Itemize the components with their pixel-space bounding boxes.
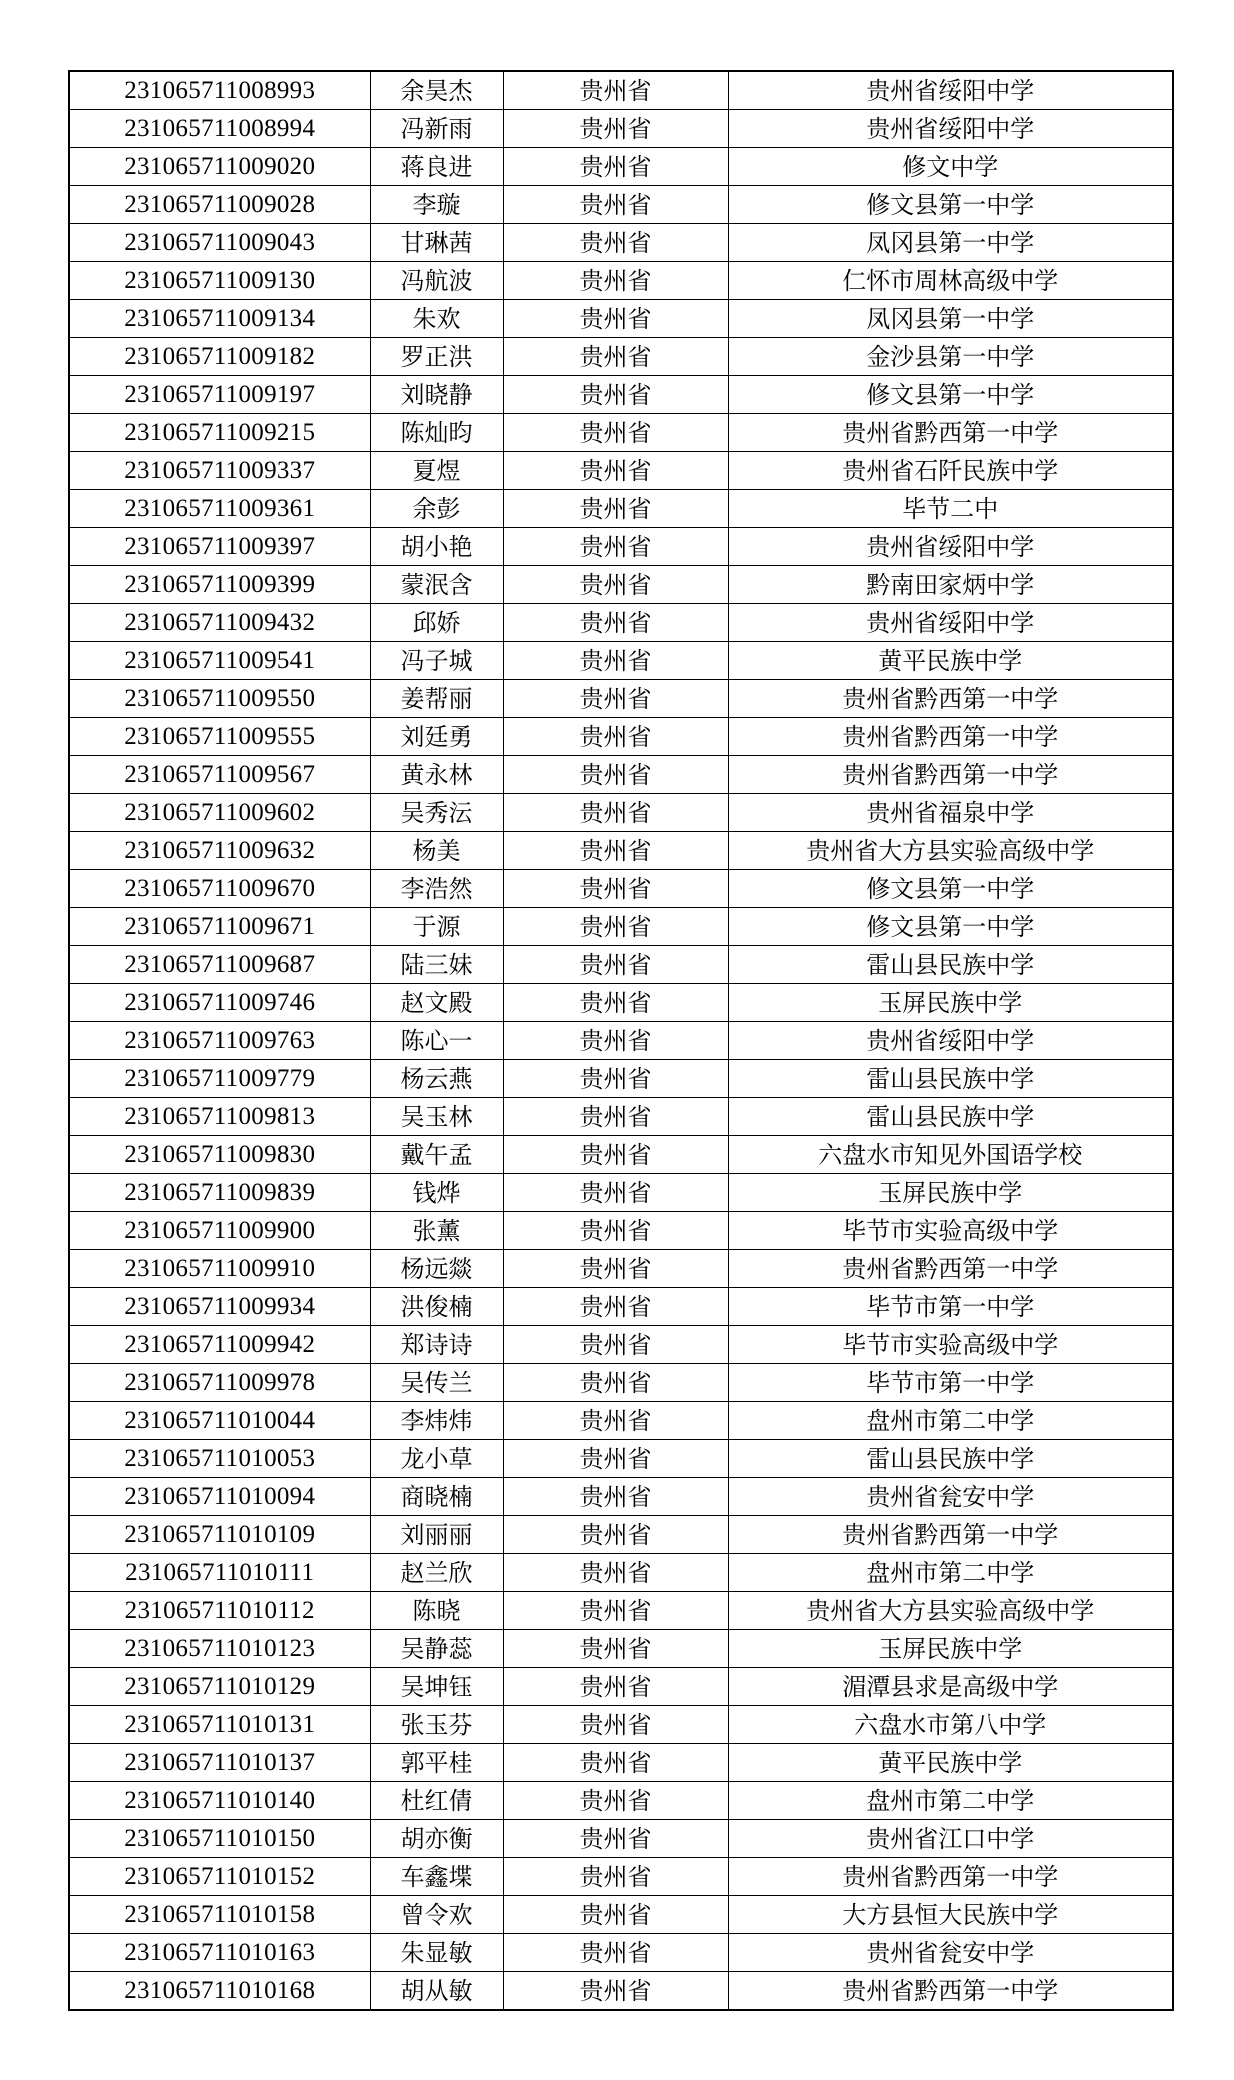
table-row xyxy=(69,604,1173,642)
candidate-id-cell: 231065711009337 xyxy=(69,452,370,490)
school-cell: 六盘水市第八中学 xyxy=(728,1706,1173,1744)
candidate-id-cell: 231065711009028 xyxy=(69,186,370,224)
province-cell: 贵州省 xyxy=(503,1972,728,2011)
table-row xyxy=(69,1098,1173,1136)
table-row xyxy=(69,414,1173,452)
school-cell: 贵州省石阡民族中学 xyxy=(728,452,1173,490)
school-cell: 贵州省黔西第一中学 xyxy=(728,1250,1173,1288)
school-cell: 贵州省黔西第一中学 xyxy=(728,1858,1173,1896)
province-cell: 贵州省 xyxy=(503,1554,728,1592)
province-cell: 贵州省 xyxy=(503,224,728,262)
table-row xyxy=(69,680,1173,718)
province-cell: 贵州省 xyxy=(503,262,728,300)
table-row xyxy=(69,1554,1173,1592)
province-cell: 贵州省 xyxy=(503,1630,728,1668)
school-cell: 贵州省江口中学 xyxy=(728,1820,1173,1858)
candidate-id-cell: 231065711010129 xyxy=(69,1668,370,1706)
table-row xyxy=(69,1250,1173,1288)
school-cell: 湄潭县求是高级中学 xyxy=(728,1668,1173,1706)
table-row xyxy=(69,528,1173,566)
candidate-id-cell: 231065711009942 xyxy=(69,1326,370,1364)
candidate-id-cell: 231065711009671 xyxy=(69,908,370,946)
candidate-id-cell: 231065711009910 xyxy=(69,1250,370,1288)
province-cell: 贵州省 xyxy=(503,680,728,718)
school-cell: 黔南田家炳中学 xyxy=(728,566,1173,604)
school-cell: 修文中学 xyxy=(728,148,1173,186)
province-cell: 贵州省 xyxy=(503,1516,728,1554)
name-cell: 张玉芬 xyxy=(370,1706,503,1744)
province-cell: 贵州省 xyxy=(503,1440,728,1478)
school-cell: 黄平民族中学 xyxy=(728,1744,1173,1782)
candidate-id-cell: 231065711010137 xyxy=(69,1744,370,1782)
name-cell: 吴传兰 xyxy=(370,1364,503,1402)
province-cell: 贵州省 xyxy=(503,1668,728,1706)
table-row xyxy=(69,984,1173,1022)
province-cell: 贵州省 xyxy=(503,1934,728,1972)
province-cell: 贵州省 xyxy=(503,490,728,528)
name-cell: 杜红倩 xyxy=(370,1782,503,1820)
candidate-id-cell: 231065711009541 xyxy=(69,642,370,680)
table-row xyxy=(69,1706,1173,1744)
school-cell: 毕节市实验高级中学 xyxy=(728,1326,1173,1364)
school-cell: 仁怀市周林高级中学 xyxy=(728,262,1173,300)
name-cell: 郭平桂 xyxy=(370,1744,503,1782)
province-cell: 贵州省 xyxy=(503,414,728,452)
table-row xyxy=(69,376,1173,414)
table-row xyxy=(69,1478,1173,1516)
school-cell: 贵州省绥阳中学 xyxy=(728,604,1173,642)
name-cell: 戴午孟 xyxy=(370,1136,503,1174)
school-cell: 盘州市第二中学 xyxy=(728,1554,1173,1592)
province-cell: 贵州省 xyxy=(503,1098,728,1136)
candidate-id-cell: 231065711009779 xyxy=(69,1060,370,1098)
school-cell: 贵州省瓮安中学 xyxy=(728,1478,1173,1516)
name-cell: 余彭 xyxy=(370,490,503,528)
table-row xyxy=(69,1022,1173,1060)
table-row xyxy=(69,870,1173,908)
table-row xyxy=(69,338,1173,376)
province-cell: 贵州省 xyxy=(503,71,728,110)
table-row xyxy=(69,908,1173,946)
school-cell: 贵州省绥阳中学 xyxy=(728,528,1173,566)
roster-table-body xyxy=(69,71,1173,2010)
name-cell: 胡从敏 xyxy=(370,1972,503,2011)
table-row xyxy=(69,1364,1173,1402)
candidate-id-cell: 231065711009182 xyxy=(69,338,370,376)
name-cell: 蒋良进 xyxy=(370,148,503,186)
school-cell: 盘州市第二中学 xyxy=(728,1782,1173,1820)
school-cell: 贵州省绥阳中学 xyxy=(728,110,1173,148)
school-cell: 修文县第一中学 xyxy=(728,870,1173,908)
candidate-id-cell: 231065711010123 xyxy=(69,1630,370,1668)
school-cell: 贵州省黔西第一中学 xyxy=(728,1516,1173,1554)
province-cell: 贵州省 xyxy=(503,452,728,490)
province-cell: 贵州省 xyxy=(503,1820,728,1858)
school-cell: 雷山县民族中学 xyxy=(728,1060,1173,1098)
name-cell: 车鑫堞 xyxy=(370,1858,503,1896)
province-cell: 贵州省 xyxy=(503,984,728,1022)
candidate-id-cell: 231065711009397 xyxy=(69,528,370,566)
school-cell: 凤冈县第一中学 xyxy=(728,300,1173,338)
table-row xyxy=(69,490,1173,528)
name-cell: 李浩然 xyxy=(370,870,503,908)
table-row xyxy=(69,1516,1173,1554)
school-cell: 大方县恒大民族中学 xyxy=(728,1896,1173,1934)
province-cell: 贵州省 xyxy=(503,642,728,680)
name-cell: 吴玉林 xyxy=(370,1098,503,1136)
province-cell: 贵州省 xyxy=(503,1288,728,1326)
name-cell: 钱烨 xyxy=(370,1174,503,1212)
province-cell: 贵州省 xyxy=(503,338,728,376)
name-cell: 杨远燚 xyxy=(370,1250,503,1288)
table-row xyxy=(69,1858,1173,1896)
school-cell: 雷山县民族中学 xyxy=(728,1098,1173,1136)
school-cell: 贵州省绥阳中学 xyxy=(728,1022,1173,1060)
candidate-id-cell: 231065711010111 xyxy=(69,1554,370,1592)
school-cell: 贵州省福泉中学 xyxy=(728,794,1173,832)
name-cell: 杨美 xyxy=(370,832,503,870)
school-cell: 修文县第一中学 xyxy=(728,186,1173,224)
school-cell: 六盘水市知见外国语学校 xyxy=(728,1136,1173,1174)
table-row xyxy=(69,1060,1173,1098)
candidate-id-cell: 231065711010044 xyxy=(69,1402,370,1440)
candidate-id-cell: 231065711010112 xyxy=(69,1592,370,1630)
name-cell: 刘晓静 xyxy=(370,376,503,414)
school-cell: 贵州省黔西第一中学 xyxy=(728,680,1173,718)
table-row xyxy=(69,718,1173,756)
name-cell: 朱欢 xyxy=(370,300,503,338)
candidate-id-cell: 231065711009020 xyxy=(69,148,370,186)
province-cell: 贵州省 xyxy=(503,528,728,566)
school-cell: 金沙县第一中学 xyxy=(728,338,1173,376)
province-cell: 贵州省 xyxy=(503,756,728,794)
table-row xyxy=(69,1934,1173,1972)
table-row xyxy=(69,1630,1173,1668)
school-cell: 贵州省大方县实验高级中学 xyxy=(728,832,1173,870)
table-row xyxy=(69,1326,1173,1364)
province-cell: 贵州省 xyxy=(503,1896,728,1934)
candidate-id-cell: 231065711010140 xyxy=(69,1782,370,1820)
school-cell: 黄平民族中学 xyxy=(728,642,1173,680)
province-cell: 贵州省 xyxy=(503,1402,728,1440)
name-cell: 赵兰欣 xyxy=(370,1554,503,1592)
school-cell: 贵州省绥阳中学 xyxy=(728,71,1173,110)
name-cell: 余昊杰 xyxy=(370,71,503,110)
table-row xyxy=(69,1136,1173,1174)
candidate-id-cell: 231065711010094 xyxy=(69,1478,370,1516)
province-cell: 贵州省 xyxy=(503,832,728,870)
name-cell: 夏煜 xyxy=(370,452,503,490)
table-row xyxy=(69,452,1173,490)
candidate-id-cell: 231065711010152 xyxy=(69,1858,370,1896)
school-cell: 玉屏民族中学 xyxy=(728,1630,1173,1668)
candidate-id-cell: 231065711009746 xyxy=(69,984,370,1022)
school-cell: 毕节市第一中学 xyxy=(728,1288,1173,1326)
candidate-id-cell: 231065711009134 xyxy=(69,300,370,338)
candidate-id-cell: 231065711009432 xyxy=(69,604,370,642)
candidate-id-cell: 231065711008993 xyxy=(69,71,370,110)
candidate-id-cell: 231065711009361 xyxy=(69,490,370,528)
province-cell: 贵州省 xyxy=(503,110,728,148)
province-cell: 贵州省 xyxy=(503,186,728,224)
name-cell: 刘丽丽 xyxy=(370,1516,503,1554)
province-cell: 贵州省 xyxy=(503,1858,728,1896)
school-cell: 玉屏民族中学 xyxy=(728,984,1173,1022)
school-cell: 雷山县民族中学 xyxy=(728,946,1173,984)
table-row xyxy=(69,1288,1173,1326)
table-row xyxy=(69,1174,1173,1212)
name-cell: 陈灿昀 xyxy=(370,414,503,452)
name-cell: 刘廷勇 xyxy=(370,718,503,756)
candidate-id-cell: 231065711009900 xyxy=(69,1212,370,1250)
candidate-id-cell: 231065711009632 xyxy=(69,832,370,870)
candidate-id-cell: 231065711009602 xyxy=(69,794,370,832)
province-cell: 贵州省 xyxy=(503,300,728,338)
province-cell: 贵州省 xyxy=(503,1744,728,1782)
candidate-id-cell: 231065711010163 xyxy=(69,1934,370,1972)
province-cell: 贵州省 xyxy=(503,870,728,908)
name-cell: 洪俊楠 xyxy=(370,1288,503,1326)
candidate-id-cell: 231065711009839 xyxy=(69,1174,370,1212)
province-cell: 贵州省 xyxy=(503,908,728,946)
candidate-id-cell: 231065711008994 xyxy=(69,110,370,148)
province-cell: 贵州省 xyxy=(503,1060,728,1098)
candidate-id-cell: 231065711010150 xyxy=(69,1820,370,1858)
table-row xyxy=(69,71,1173,110)
name-cell: 冯航波 xyxy=(370,262,503,300)
name-cell: 蒙泯含 xyxy=(370,566,503,604)
table-row xyxy=(69,300,1173,338)
name-cell: 张薰 xyxy=(370,1212,503,1250)
province-cell: 贵州省 xyxy=(503,1782,728,1820)
candidate-id-cell: 231065711009197 xyxy=(69,376,370,414)
school-cell: 毕节市实验高级中学 xyxy=(728,1212,1173,1250)
province-cell: 贵州省 xyxy=(503,1136,728,1174)
name-cell: 姜帮丽 xyxy=(370,680,503,718)
name-cell: 吴坤钰 xyxy=(370,1668,503,1706)
school-cell: 贵州省瓮安中学 xyxy=(728,1934,1173,1972)
name-cell: 朱显敏 xyxy=(370,1934,503,1972)
table-row xyxy=(69,1440,1173,1478)
table-row xyxy=(69,756,1173,794)
province-cell: 贵州省 xyxy=(503,1212,728,1250)
name-cell: 陆三妹 xyxy=(370,946,503,984)
name-cell: 于源 xyxy=(370,908,503,946)
candidate-id-cell: 231065711009687 xyxy=(69,946,370,984)
province-cell: 贵州省 xyxy=(503,1364,728,1402)
province-cell: 贵州省 xyxy=(503,946,728,984)
name-cell: 罗正洪 xyxy=(370,338,503,376)
school-cell: 贵州省黔西第一中学 xyxy=(728,414,1173,452)
province-cell: 贵州省 xyxy=(503,1174,728,1212)
table-row xyxy=(69,110,1173,148)
province-cell: 贵州省 xyxy=(503,1478,728,1516)
candidate-id-cell: 231065711009399 xyxy=(69,566,370,604)
province-cell: 贵州省 xyxy=(503,376,728,414)
province-cell: 贵州省 xyxy=(503,1706,728,1744)
candidate-id-cell: 231065711009830 xyxy=(69,1136,370,1174)
name-cell: 龙小草 xyxy=(370,1440,503,1478)
table-row xyxy=(69,832,1173,870)
name-cell: 郑诗诗 xyxy=(370,1326,503,1364)
candidate-id-cell: 231065711009215 xyxy=(69,414,370,452)
candidate-id-cell: 231065711010131 xyxy=(69,1706,370,1744)
table-row xyxy=(69,642,1173,680)
name-cell: 陈心一 xyxy=(370,1022,503,1060)
table-row xyxy=(69,1744,1173,1782)
name-cell: 甘琳茜 xyxy=(370,224,503,262)
table-row xyxy=(69,1668,1173,1706)
school-cell: 修文县第一中学 xyxy=(728,376,1173,414)
table-row xyxy=(69,224,1173,262)
candidate-id-cell: 231065711010168 xyxy=(69,1972,370,2011)
table-row xyxy=(69,1592,1173,1630)
table-row xyxy=(69,1972,1173,2011)
table-row xyxy=(69,1896,1173,1934)
candidate-id-cell: 231065711009567 xyxy=(69,756,370,794)
province-cell: 贵州省 xyxy=(503,1250,728,1288)
province-cell: 贵州省 xyxy=(503,566,728,604)
name-cell: 吴静蕊 xyxy=(370,1630,503,1668)
name-cell: 冯新雨 xyxy=(370,110,503,148)
table-row xyxy=(69,1820,1173,1858)
candidate-id-cell: 231065711009670 xyxy=(69,870,370,908)
province-cell: 贵州省 xyxy=(503,718,728,756)
candidate-id-cell: 231065711009130 xyxy=(69,262,370,300)
school-cell: 雷山县民族中学 xyxy=(728,1440,1173,1478)
province-cell: 贵州省 xyxy=(503,148,728,186)
table-row xyxy=(69,946,1173,984)
school-cell: 毕节市第一中学 xyxy=(728,1364,1173,1402)
school-cell: 贵州省黔西第一中学 xyxy=(728,1972,1173,2011)
table-row xyxy=(69,148,1173,186)
name-cell: 胡亦衡 xyxy=(370,1820,503,1858)
name-cell: 吴秀沄 xyxy=(370,794,503,832)
province-cell: 贵州省 xyxy=(503,1022,728,1060)
school-cell: 贵州省黔西第一中学 xyxy=(728,718,1173,756)
name-cell: 邱娇 xyxy=(370,604,503,642)
school-cell: 毕节二中 xyxy=(728,490,1173,528)
candidate-id-cell: 231065711009978 xyxy=(69,1364,370,1402)
table-row xyxy=(69,186,1173,224)
candidate-id-cell: 231065711009550 xyxy=(69,680,370,718)
candidate-id-cell: 231065711009555 xyxy=(69,718,370,756)
name-cell: 李炜炜 xyxy=(370,1402,503,1440)
table-row xyxy=(69,1782,1173,1820)
name-cell: 陈晓 xyxy=(370,1592,503,1630)
candidate-id-cell: 231065711009763 xyxy=(69,1022,370,1060)
school-cell: 凤冈县第一中学 xyxy=(728,224,1173,262)
candidate-id-cell: 231065711010158 xyxy=(69,1896,370,1934)
table-row xyxy=(69,1212,1173,1250)
name-cell: 胡小艳 xyxy=(370,528,503,566)
province-cell: 贵州省 xyxy=(503,794,728,832)
name-cell: 黄永林 xyxy=(370,756,503,794)
name-cell: 杨云燕 xyxy=(370,1060,503,1098)
table-row xyxy=(69,262,1173,300)
province-cell: 贵州省 xyxy=(503,1326,728,1364)
table-row xyxy=(69,1402,1173,1440)
candidate-id-cell: 231065711009934 xyxy=(69,1288,370,1326)
school-cell: 贵州省大方县实验高级中学 xyxy=(728,1592,1173,1630)
candidate-id-cell: 231065711010109 xyxy=(69,1516,370,1554)
candidate-id-cell: 231065711009043 xyxy=(69,224,370,262)
name-cell: 冯子城 xyxy=(370,642,503,680)
candidate-id-cell: 231065711010053 xyxy=(69,1440,370,1478)
province-cell: 贵州省 xyxy=(503,1592,728,1630)
school-cell: 贵州省黔西第一中学 xyxy=(728,756,1173,794)
name-cell: 赵文殿 xyxy=(370,984,503,1022)
table-row xyxy=(69,566,1173,604)
school-cell: 修文县第一中学 xyxy=(728,908,1173,946)
school-cell: 玉屏民族中学 xyxy=(728,1174,1173,1212)
name-cell: 商晓楠 xyxy=(370,1478,503,1516)
name-cell: 李璇 xyxy=(370,186,503,224)
name-cell: 曾令欢 xyxy=(370,1896,503,1934)
candidate-id-cell: 231065711009813 xyxy=(69,1098,370,1136)
roster-table xyxy=(68,70,1174,2011)
table-row xyxy=(69,794,1173,832)
province-cell: 贵州省 xyxy=(503,604,728,642)
school-cell: 盘州市第二中学 xyxy=(728,1402,1173,1440)
